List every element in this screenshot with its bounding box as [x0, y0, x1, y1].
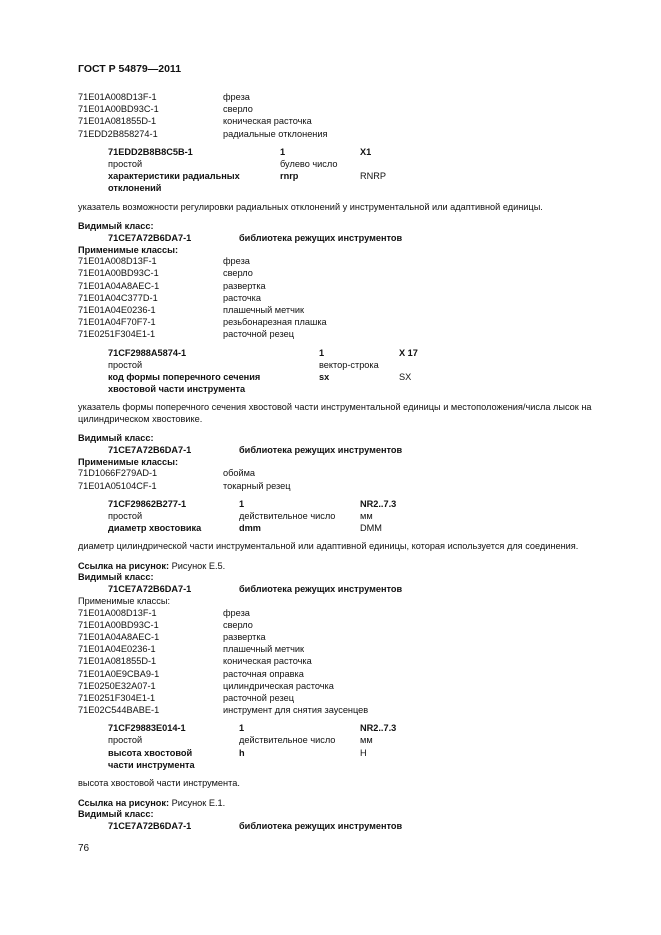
class-term: сверло — [223, 268, 253, 279]
property-block — [108, 348, 598, 397]
class-code: 71E0250E32A07-1 — [78, 680, 156, 691]
applicable-classes-list — [78, 468, 598, 492]
visible-class — [78, 821, 598, 833]
property-count: 1 — [239, 498, 245, 509]
list-item — [78, 632, 598, 644]
applicable-classes-list — [78, 256, 598, 341]
property-count: 1 — [280, 146, 286, 157]
class-term: фреза — [223, 607, 250, 618]
visible-class — [78, 584, 598, 596]
applicable-classes-label: Применимые классы: — [78, 596, 170, 607]
class-code: 71EDD2B858274-1 — [78, 128, 158, 139]
class-term: расточная оправка — [223, 668, 304, 679]
list-item — [78, 92, 598, 104]
property-code: SX — [399, 371, 412, 382]
property-format: NR2..7.3 — [360, 498, 397, 509]
class-term: развертка — [223, 631, 266, 642]
property-name: код формы поперечного сечения — [108, 371, 261, 382]
figure-reference-value: Рисунок Е.1. — [171, 797, 226, 808]
list-item — [78, 256, 598, 268]
applicable-classes-list — [78, 92, 598, 141]
page-number: 76 — [78, 843, 90, 854]
property-symbol: h — [239, 747, 245, 758]
class-term: развертка — [223, 280, 266, 291]
list-item — [78, 608, 598, 620]
class-code: 71E01A05104CF-1 — [78, 480, 157, 491]
property-id: 71CF2988A5874-1 — [108, 347, 187, 358]
property-block — [108, 147, 598, 196]
class-code: 71E0251F304E1-1 — [78, 692, 156, 703]
class-code: 71E01A04F70F7-1 — [78, 317, 156, 328]
class-term: сверло — [223, 104, 253, 115]
property-block — [108, 723, 598, 772]
list-item — [78, 669, 598, 681]
class-code: 71E01A008D13F-1 — [78, 92, 157, 102]
property-name-cont: отклонений — [108, 183, 162, 194]
property-format: X1 — [360, 146, 372, 157]
property-name: высота хвостовой — [108, 747, 193, 758]
property-description: указатель формы поперечного сечения хвостовой части инструментальной единицы и местоположения/числа лысок на цилиндрическом хвостовике. — [78, 402, 592, 424]
class-code: 71E01A008D13F-1 — [78, 256, 157, 267]
property-description: указатель возможности регулировки радиальных отклонений у инструментальной или адаптивной единицы. — [78, 201, 543, 212]
class-code: 71D1066F279AD-1 — [78, 468, 158, 479]
list-item — [78, 468, 598, 480]
class-term: расточной резец — [223, 692, 294, 703]
class-term: коническая расточка — [223, 656, 312, 667]
property-description: высота хвостовой части инструмента. — [78, 778, 240, 788]
property-format: NR2..7.3 — [360, 723, 397, 734]
visible-class-code: 71CE7A72B6DA7-1 — [108, 444, 192, 455]
figure-reference-value: Рисунок Е.5. — [171, 560, 226, 571]
document-content — [78, 92, 598, 833]
property-unit: мм — [360, 735, 373, 746]
class-code: 71E01A04E0236-1 — [78, 304, 156, 315]
class-term: плашечный метчик — [223, 644, 305, 655]
class-code: 71E01A0E9CBA9-1 — [78, 668, 160, 679]
property-type: простой — [108, 511, 143, 521]
list-item — [78, 620, 598, 632]
class-term: цилиндрическая расточка — [223, 680, 334, 691]
visible-class-label: Видимый класс: — [78, 572, 154, 583]
applicable-classes-label: Применимые классы: — [78, 456, 179, 467]
property-type: простой — [108, 735, 143, 746]
class-code: 71E01A008D13F-1 — [78, 607, 157, 618]
property-code: RNRP — [360, 171, 387, 182]
list-item — [78, 705, 598, 717]
property-name: характеристики радиальных — [108, 171, 240, 182]
property-count: 1 — [239, 723, 245, 734]
property-description: диаметр цилиндрической части инструментальной или адаптивной единицы, которая используется для соединения. — [78, 541, 579, 552]
visible-class-label: Видимый класс: — [78, 433, 154, 444]
visible-class — [78, 445, 598, 457]
class-term: коническая расточка — [223, 116, 312, 127]
class-code: 71E01A081855D-1 — [78, 116, 157, 127]
visible-class-name: библиотека режущих инструментов — [239, 444, 403, 455]
figure-reference — [78, 798, 598, 810]
list-item — [78, 317, 598, 329]
list-item — [78, 305, 598, 317]
property-datatype: вектор-строка — [319, 359, 379, 370]
visible-class-name: библиотека режущих инструментов — [239, 820, 403, 831]
class-term: сверло — [223, 619, 253, 630]
property-code: H — [360, 747, 367, 758]
class-term: радиальные отклонения — [223, 128, 328, 139]
list-item — [78, 281, 598, 293]
class-code: 71E01A04C377D-1 — [78, 292, 158, 303]
property-datatype: действительное число — [239, 511, 336, 521]
figure-reference-label: Ссылка на рисунок: — [78, 560, 170, 571]
list-item — [78, 104, 598, 116]
class-code: 71E02C544BABE-1 — [78, 705, 160, 716]
property-symbol: rnrp — [280, 171, 299, 182]
property-symbol: dmm — [239, 523, 261, 534]
figure-reference-label: Ссылка на рисунок: — [78, 797, 170, 808]
class-term: резьбонарезная плашка — [223, 317, 327, 328]
class-term: обойма — [223, 468, 256, 479]
property-name-cont: хвостовой части инструмента — [108, 384, 246, 395]
visible-class-code: 71CE7A72B6DA7-1 — [108, 583, 192, 594]
property-unit: мм — [360, 511, 373, 521]
visible-class-code: 71CE7A72B6DA7-1 — [108, 820, 192, 831]
class-code: 71E01A04E0236-1 — [78, 644, 156, 655]
class-code: 71E01A00BD93C-1 — [78, 104, 159, 115]
list-item — [78, 293, 598, 305]
class-code: 71E01A081855D-1 — [78, 656, 157, 667]
property-id: 71CF29862B277-1 — [108, 498, 187, 509]
property-name-cont: части инструмента — [108, 759, 195, 770]
standard-header: ГОСТ Р 54879—2011 — [78, 63, 182, 75]
property-symbol: sx — [319, 371, 330, 382]
property-code: DMM — [360, 523, 382, 534]
class-term: расточной резец — [223, 329, 294, 340]
class-term: расточка — [223, 292, 261, 303]
class-term: инструмент для снятия заусенцев — [223, 705, 369, 716]
property-datatype: действительное число — [239, 735, 336, 746]
list-item — [78, 129, 598, 141]
property-name: диаметр хвостовика — [108, 523, 202, 534]
class-term: фреза — [223, 256, 250, 267]
list-item — [78, 268, 598, 280]
list-item — [78, 116, 598, 128]
visible-class-name: библиотека режущих инструментов — [239, 232, 403, 243]
visible-class — [78, 233, 598, 245]
applicable-classes-list — [78, 608, 598, 718]
property-id: 71EDD2B8B8C5B-1 — [108, 146, 193, 157]
class-code: 71E0251F304E1-1 — [78, 329, 156, 340]
property-format: X 17 — [399, 347, 418, 358]
visible-class-name: библиотека режущих инструментов — [239, 583, 403, 594]
class-term: плашечный метчик — [223, 304, 305, 315]
list-item — [78, 656, 598, 668]
property-id: 71CF29883E014-1 — [108, 723, 186, 734]
class-code: 71E01A00BD93C-1 — [78, 619, 159, 630]
property-type: простой — [108, 158, 143, 169]
property-type: простой — [108, 359, 143, 370]
visible-class-label: Видимый класс: — [78, 809, 154, 819]
visible-class-code: 71CE7A72B6DA7-1 — [108, 232, 192, 243]
property-datatype: булево число — [280, 158, 338, 169]
visible-class-label: Видимый класс: — [78, 221, 154, 231]
list-item — [78, 681, 598, 693]
class-code: 71E01A04A8AEC-1 — [78, 631, 160, 642]
list-item — [78, 644, 598, 656]
list-item — [78, 481, 598, 493]
property-block — [108, 499, 598, 536]
class-term: токарный резец — [223, 480, 291, 491]
applicable-classes-label: Применимые классы: — [78, 244, 179, 255]
class-code: 71E01A00BD93C-1 — [78, 268, 159, 279]
class-code: 71E01A04A8AEC-1 — [78, 280, 160, 291]
list-item — [78, 329, 598, 341]
property-count: 1 — [319, 347, 325, 358]
figure-reference — [78, 561, 598, 573]
class-term: фреза — [223, 92, 250, 102]
list-item — [78, 693, 598, 705]
